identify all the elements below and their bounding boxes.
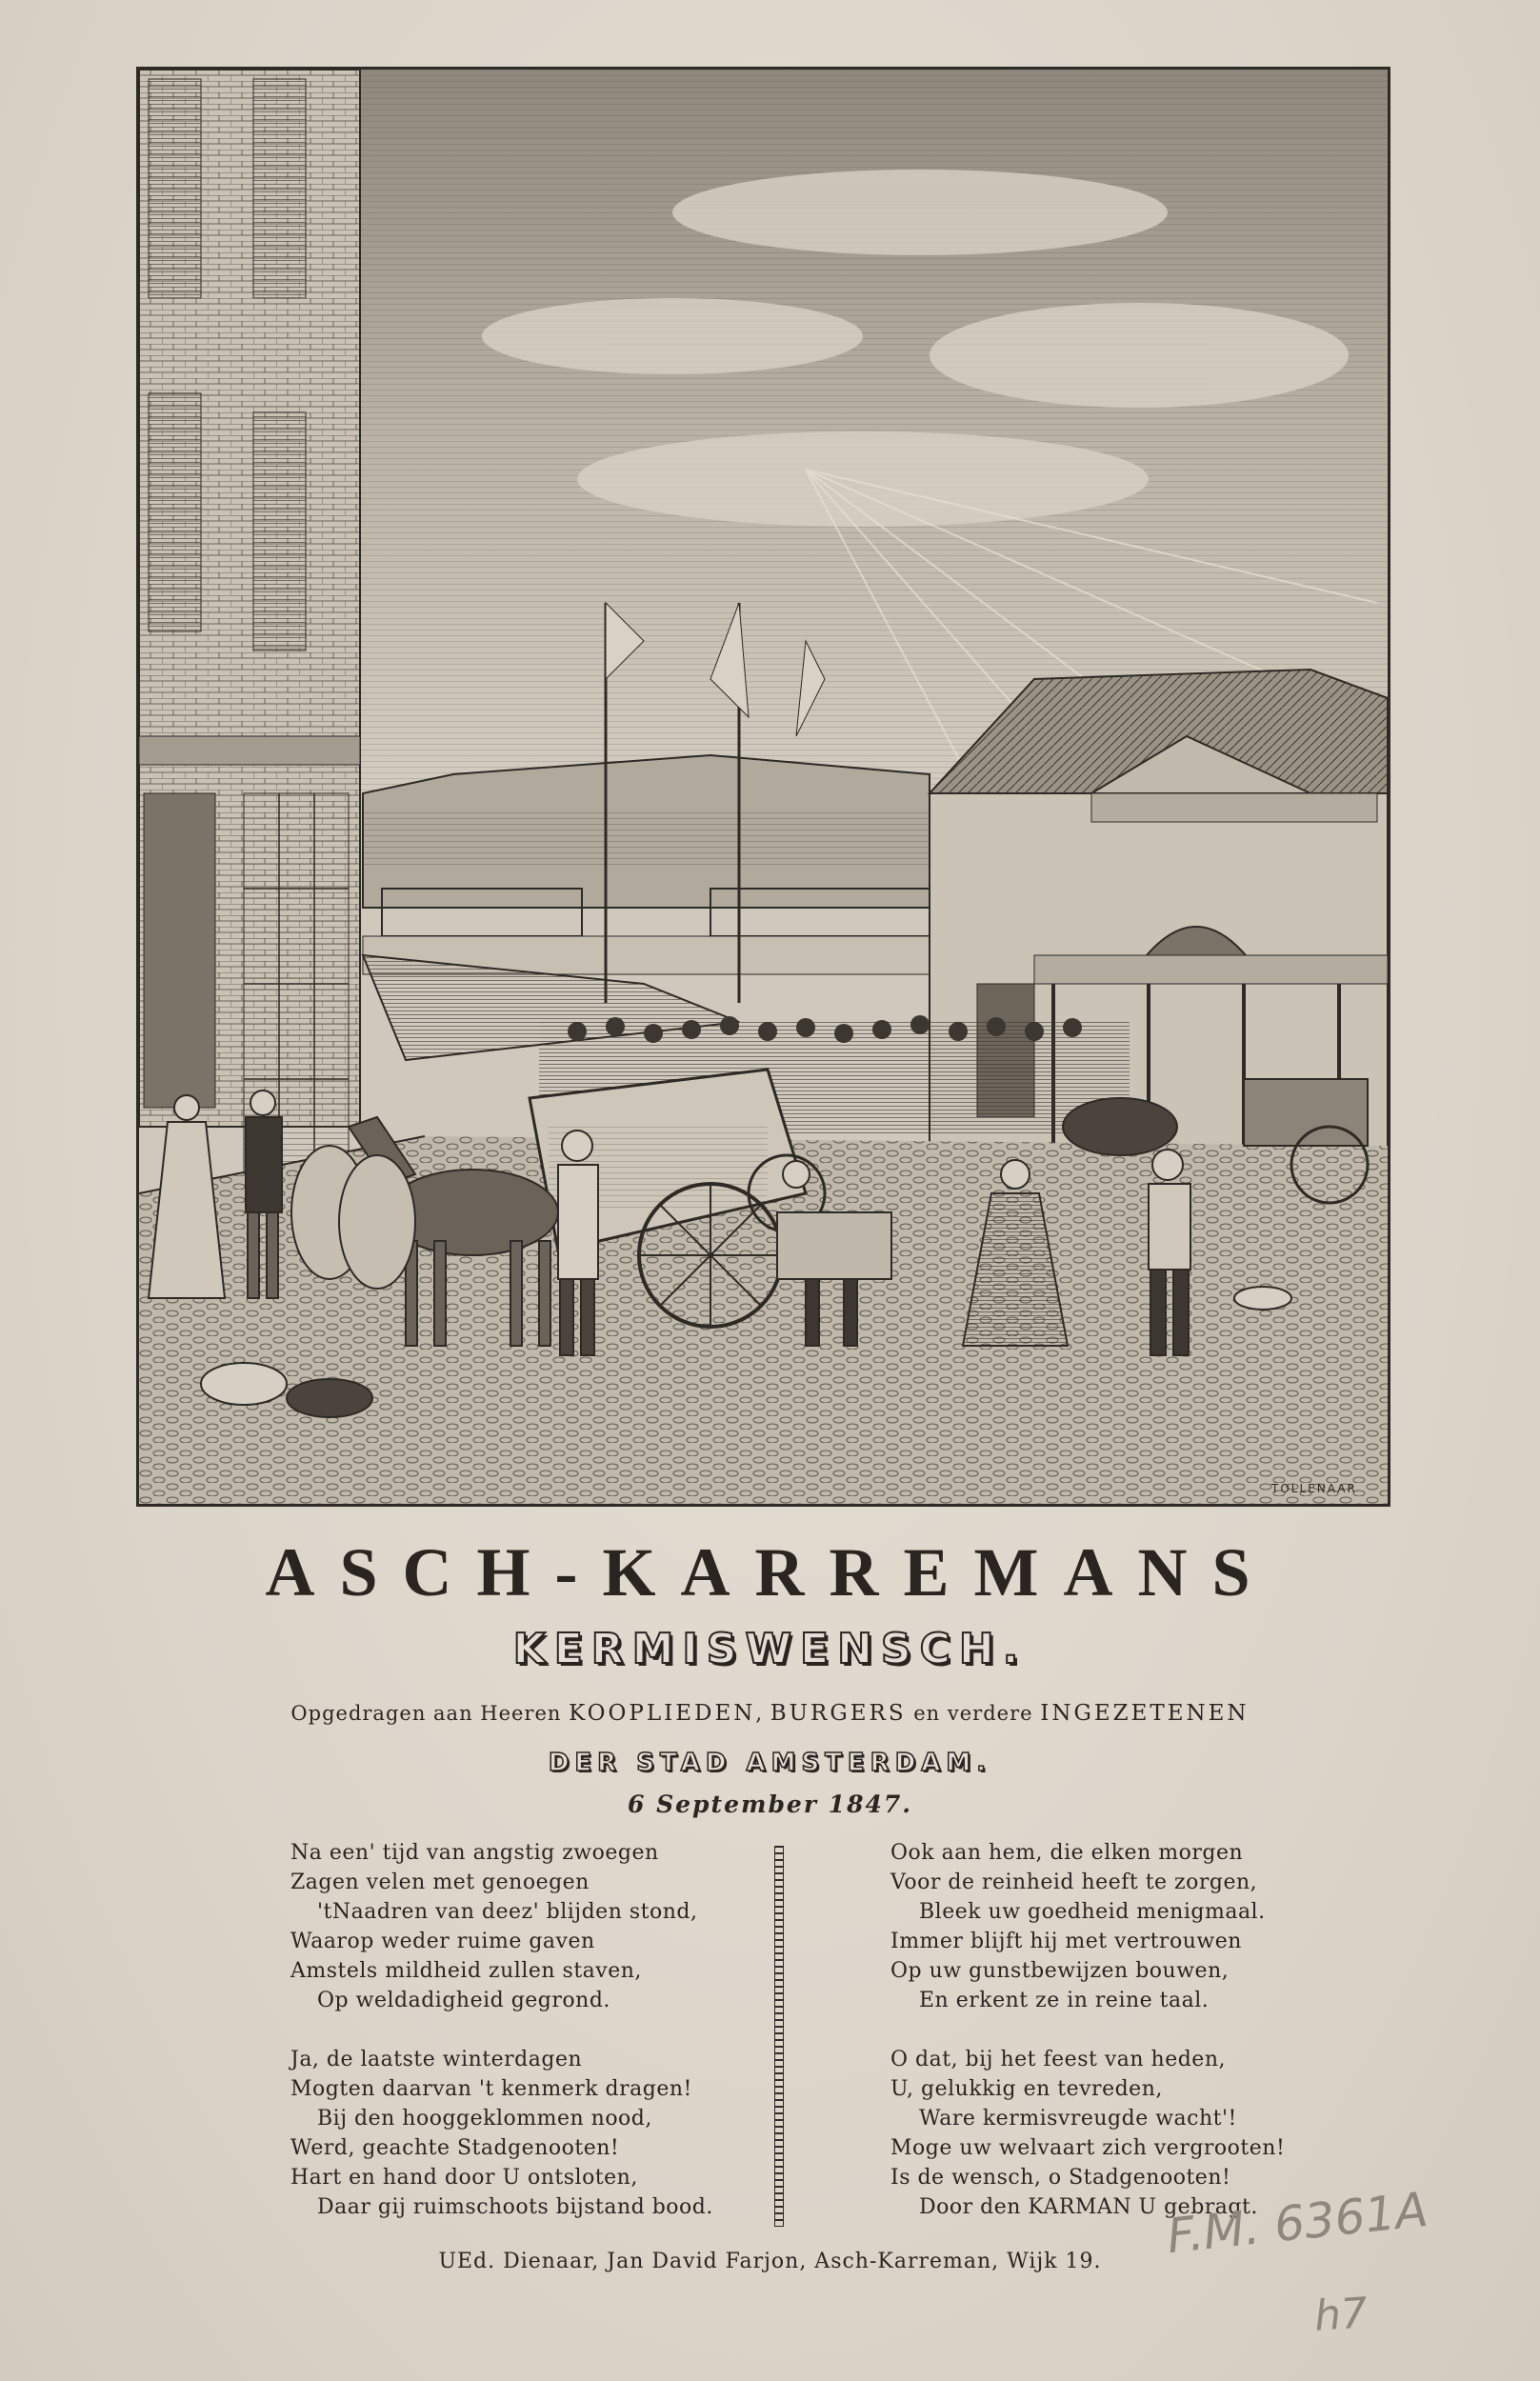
poem-line: Daar gij ruimschoots bijstand bood. [317,2195,713,2219]
dedication-text: , [755,1702,770,1725]
poem-line: Bij den hooggeklommen nood, [317,2107,652,2131]
dedication-ingezetenen: INGEZETENEN [1040,1701,1250,1726]
poem-line: En erkent ze in reine taal. [919,1989,1210,2012]
poem-line: Hart en hand door U ontsloten, [290,2166,638,2190]
poem-line: Werd, geachte Stadgenooten! [290,2136,620,2160]
engraver-credit: TOLLENAAR [1271,1482,1357,1495]
dedication-line [0,1701,1540,1726]
poem-line: Zagen velen met genoegen [290,1871,590,1894]
column-divider [774,1846,784,2227]
city-line: DER STAD AMSTERDAM. [548,1749,992,1777]
stanza [290,2045,713,2222]
poem-left-column [290,1838,713,2251]
poem-line: Moge uw welvaart zich vergrooten! [890,2136,1286,2160]
poem-line: Immer blijft hij met vertrouwen [890,1930,1242,1953]
poem-line: Ja, de laatste winterdagen [290,2048,583,2071]
poem-line: Op uw gunstbewijzen bouwen, [890,1959,1230,1983]
poem-line: Waarop weder ruime gaven [290,1930,595,1953]
poem-line: U, gelukkig en tevreden, [890,2077,1163,2101]
poem-line: Mogten daarvan 't kenmerk dragen! [290,2077,692,2101]
barrels [291,1146,415,1289]
poem-line: Bleek uw goedheid menigmaal. [919,1900,1266,1924]
poem-line: Ware kermisvreugde wacht'! [919,2107,1237,2131]
archive-number: F.M. 6361A [1164,2181,1430,2265]
dedication-kooplieden: KOOPLIEDEN [569,1701,756,1726]
poem-line: Na een' tijd van angstig zwoegen [290,1841,659,1865]
page-title: ASCH-KARREMANS [265,1534,1275,1611]
dedication-text: en verdere [906,1702,1041,1725]
corner-building [139,70,360,1193]
poem-line: Voor de reinheid heeft te zorgen, [890,1871,1258,1894]
date-line: 6 September 1847. [628,1791,912,1818]
dedication-burgers: BURGERS [770,1701,907,1726]
poem-line: Door den KARMAN U gebragt. [919,2195,1258,2219]
dedication-text: Opgedragen aan Heeren [290,1702,570,1725]
poem-line: O dat, bij het feest van heden, [890,2048,1226,2071]
page-subtitle: KERMISWENSCH. [512,1625,1028,1673]
poem-right-column [890,1838,1285,2251]
stanza [290,1838,713,2015]
poem-line: Amstels mildheid zullen staven, [290,1959,642,1983]
stanza [890,1838,1285,2015]
poem-line: Is de wensch, o Stadgenooten! [890,2166,1231,2190]
signature-line: UEd. Dienaar, Jan David Farjon, Asch-Karreman, Wijk 19. [438,2250,1102,2273]
poem-line: 'tNaadren van deez' blijden stond, [317,1900,698,1924]
poem-line: Op weldadigheid gegrond. [317,1989,610,2012]
poem-line: Ook aan hem, die elken morgen [890,1841,1244,1865]
engraving-illustration [136,67,1390,1507]
archive-annotation [1164,2181,1471,2367]
archive-mark: h7 [1312,2289,1370,2341]
